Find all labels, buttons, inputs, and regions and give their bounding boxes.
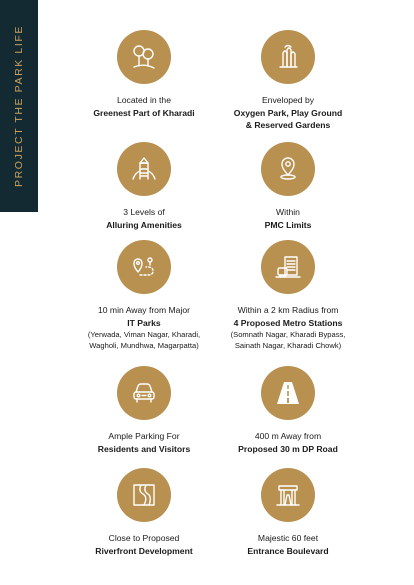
side-title: PROJECT THE PARK LIFE bbox=[13, 25, 25, 187]
feature-metro-stations bbox=[198, 240, 378, 351]
map-pin-icon bbox=[261, 142, 315, 196]
feature-pmc-limits bbox=[198, 142, 378, 231]
feature-caption: Within a 2 km Radius from 4 Proposed Metro Stations (Somnath Nagar, Kharadi Bypass, Sainath Nagar, Kharadi Chowk) bbox=[230, 305, 346, 350]
feature-caption: Located in the Greenest Part of Kharadi bbox=[93, 95, 195, 118]
feature-boulevard bbox=[198, 468, 378, 557]
feature-caption: 3 Levels of Alluring Amenities bbox=[106, 207, 182, 230]
playground-icon bbox=[117, 142, 171, 196]
feature-caption: Ample Parking For Residents and Visitors bbox=[97, 431, 191, 454]
gate-icon bbox=[261, 468, 315, 522]
feature-caption: Within PMC Limits bbox=[264, 207, 312, 230]
car-icon bbox=[117, 366, 171, 420]
feature-oxygen-park bbox=[198, 30, 378, 132]
road-icon bbox=[261, 366, 315, 420]
feature-caption: 400 m Away from Proposed 30 m DP Road bbox=[238, 431, 338, 454]
trees-icon bbox=[117, 30, 171, 84]
feature-caption: Majestic 60 feet Entrance Boulevard bbox=[247, 533, 329, 556]
feature-dp-road bbox=[198, 366, 378, 455]
feature-caption: Close to Proposed Riverfront Development bbox=[95, 533, 193, 556]
feature-caption: Enveloped by Oxygen Park, Play Ground & Reserved Gardens bbox=[233, 95, 343, 130]
side-title-band bbox=[0, 0, 38, 212]
river-icon bbox=[117, 468, 171, 522]
park-icon bbox=[261, 30, 315, 84]
route-icon bbox=[117, 240, 171, 294]
metro-station-icon bbox=[261, 240, 315, 294]
feature-caption: 10 min Away from Major IT Parks (Yerwada, Viman Nagar, Kharadi, Wagholi, Mundhwa, Magarpatta) bbox=[87, 305, 201, 350]
